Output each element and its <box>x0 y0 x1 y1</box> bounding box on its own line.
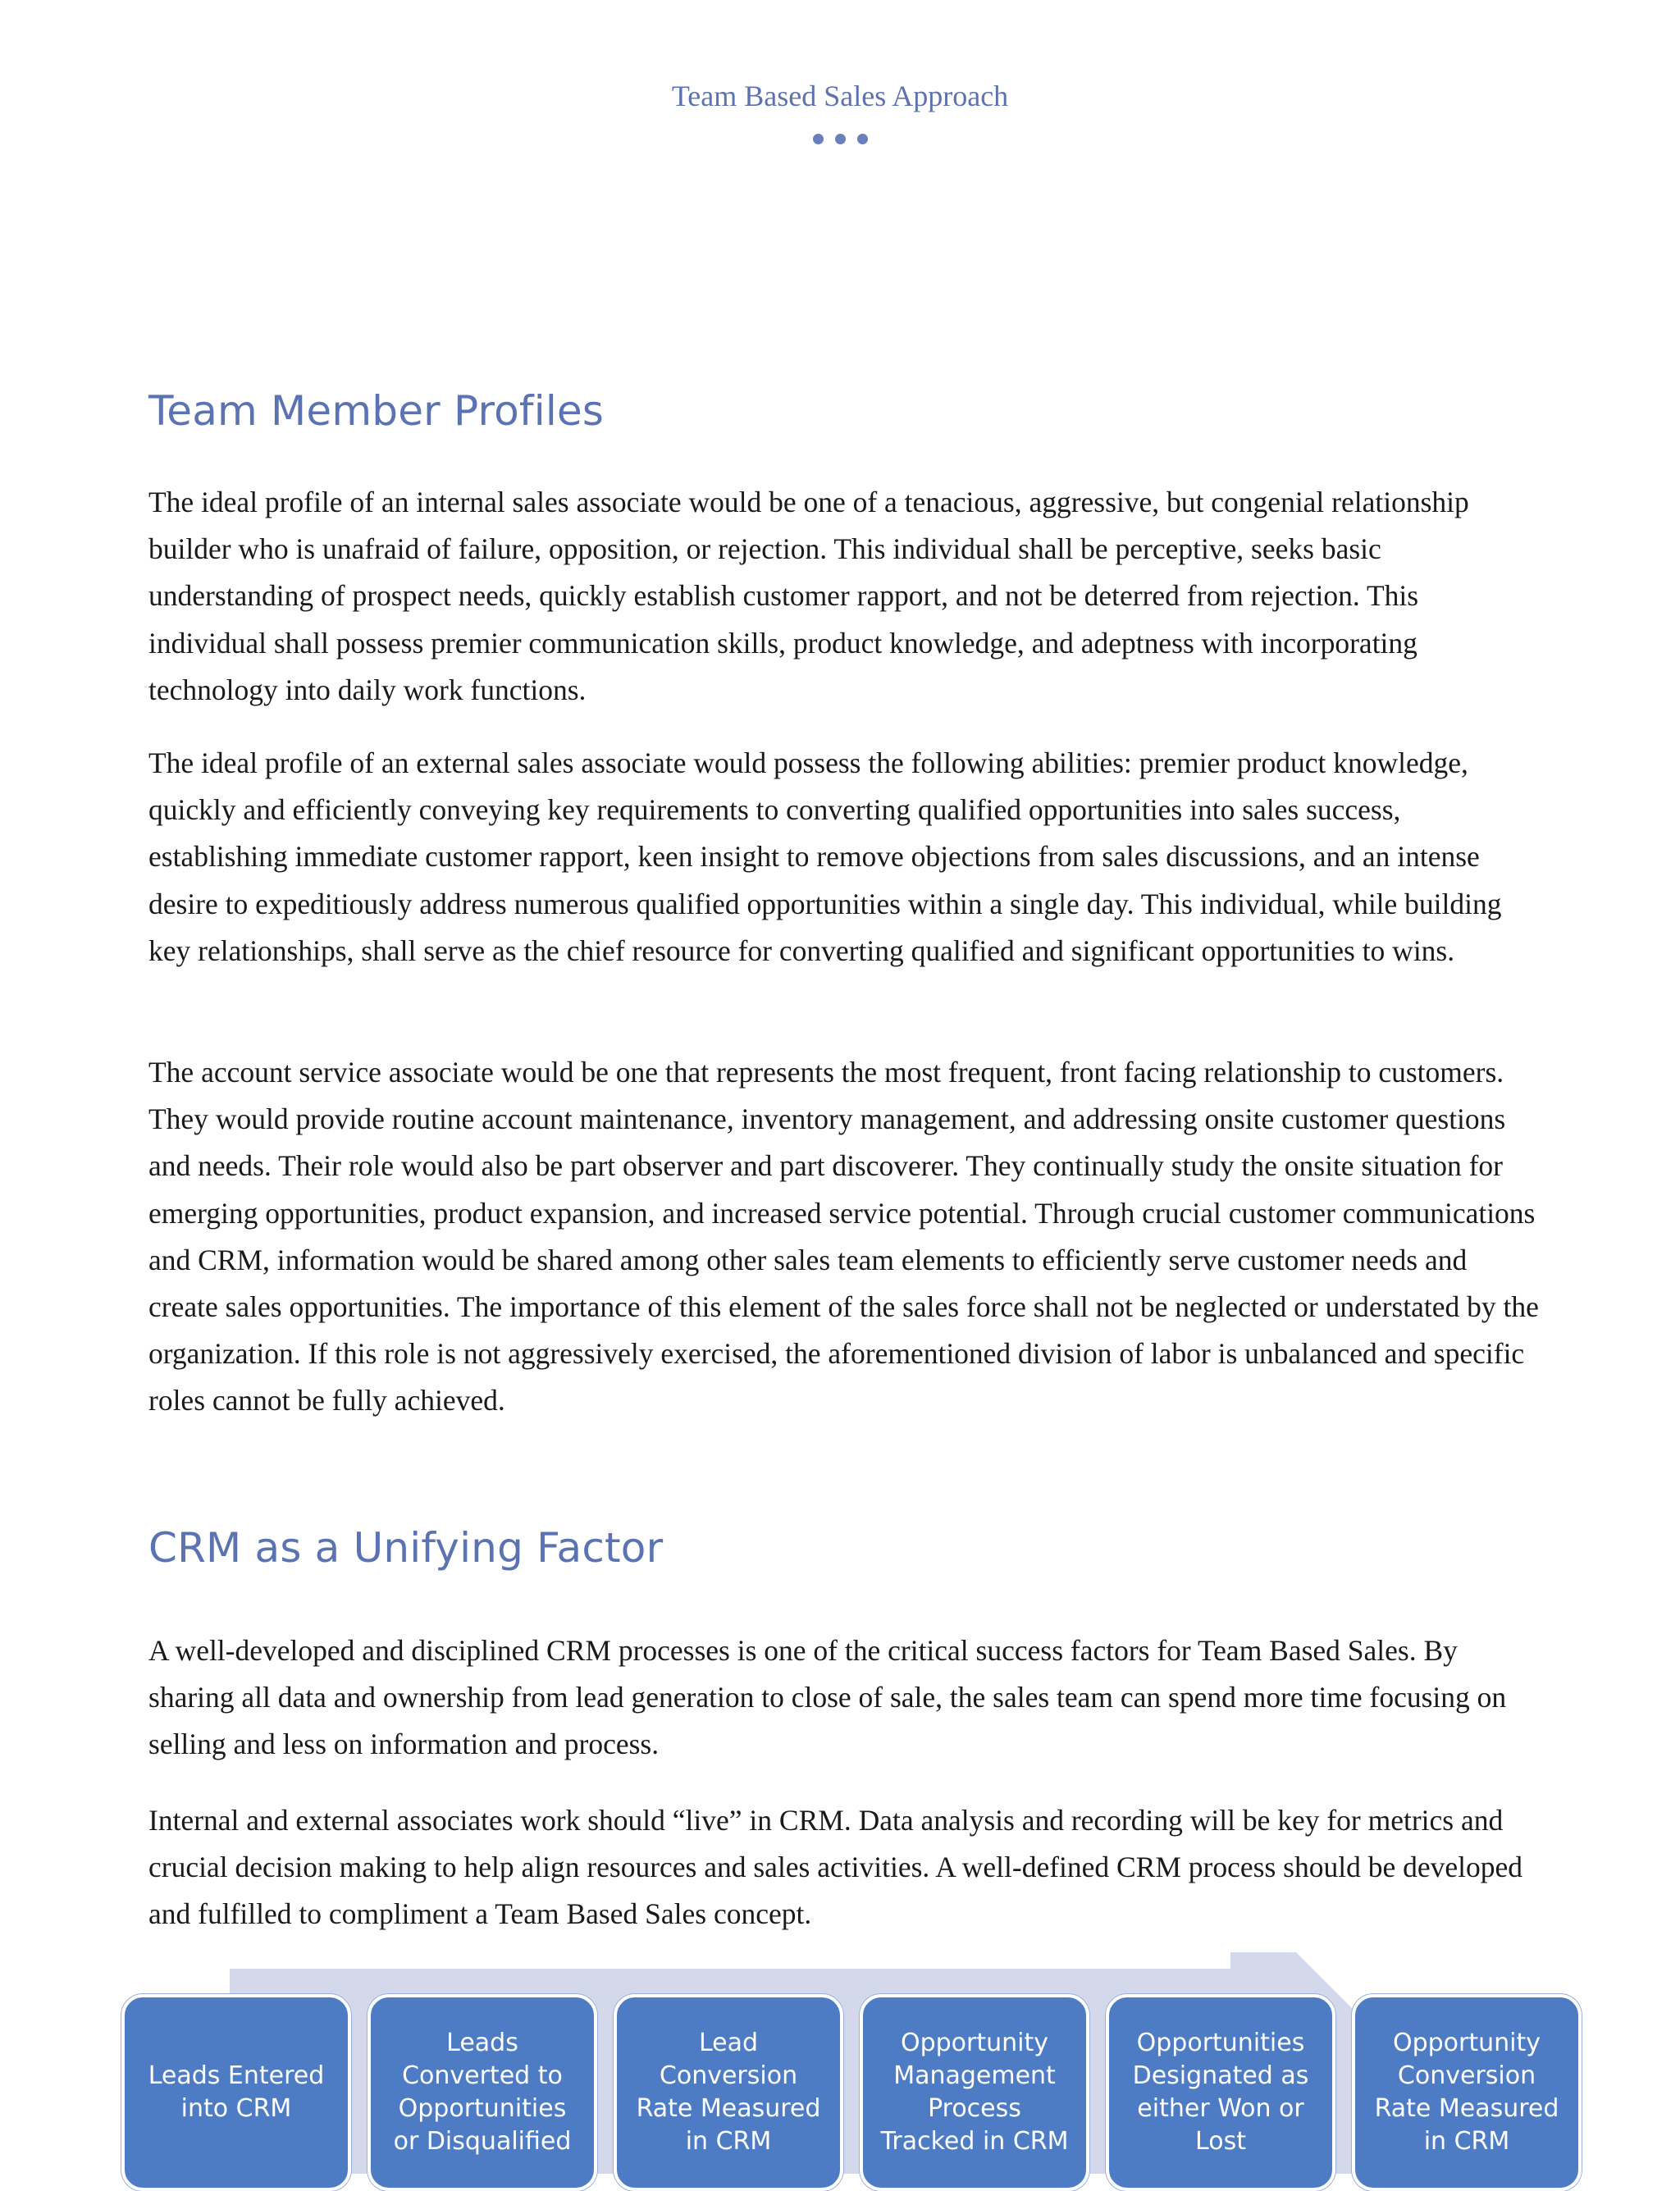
process-step-lead-conversion-rate: Lead Conversion Rate Measured in CRM <box>614 1994 843 2191</box>
dot-icon <box>813 134 824 144</box>
paragraph-external-associate: The ideal profile of an external sales associate would possess the following abilities: premier product knowledge, quickly and efficiently conveying key requirements to converting qualified opportunities into sales success, establishing immediate customer rapport, keen insight to remove objections from sales discussions, and an intense desire to expeditiously address numerous qualified opportunities within a single day. This individual, while building key relationships, shall serve as the chief resource for converting qualified and significant opportunities to wins. <box>148 746 1502 967</box>
section-heading-crm-unifying-factor: CRM as a Unifying Factor <box>148 1524 664 1572</box>
process-step-won-or-lost: Opportunities Designated as either Won or Lost <box>1106 1994 1335 2191</box>
paragraph-internal-associate: The ideal profile of an internal sales associate would be one of a tenacious, aggressive, but congenial relationship builder who is unafraid of failure, opposition, or rejection. This individual shall be perceptive, seeks basic understanding of prospect needs, quickly establish customer rapport, and not be deterred from rejection. This individual shall possess premier communication skills, product knowledge, and adeptness with incorporating technology into daily work functions. <box>148 486 1469 706</box>
process-step-opportunity-conversion-rate: Opportunity Conversion Rate Measured in CRM <box>1352 1994 1582 2191</box>
section-heading-team-member-profiles: Team Member Profiles <box>148 387 605 435</box>
dot-icon <box>835 134 846 144</box>
dot-icon <box>857 134 868 144</box>
process-step-leads-entered: Leads Entered into CRM <box>121 1994 351 2191</box>
header-ellipsis-icon <box>0 134 1680 144</box>
crm-process-flow-diagram <box>0 1952 1680 2174</box>
paragraph-account-service-associate: The account service associate would be one that represents the most frequent, front facing relationship to customers. They would provide routine account maintenance, inventory management, and addressing onsite customer questions and needs. Their role would also be part observer and part discoverer. They continually study the onsite situation for emerging opportunities, product expansion, and increased service potential. Through crucial customer communications and CRM, information would be shared among other sales team elements to efficiently serve customer needs and create sales opportunities. The importance of this element of the sales force shall not be neglected or understated by the organization. If this role is not aggressively exercised, the aforementioned division of labor is unbalanced and specific roles cannot be fully achieved. <box>148 1056 1539 1417</box>
paragraph-crm-processes: A well-developed and disciplined CRM processes is one of the critical success factors for Team Based Sales. By sharing all data and ownership from lead generation to close of sale, the sales team can spend more time focusing on selling and less on information and process. <box>148 1634 1507 1761</box>
paragraph-crm-live: Internal and external associates work should “live” in CRM. Data analysis and recording will be key for metrics and crucial decision making to help align resources and sales activities. A well-defined CRM process should be developed and fulfilled to compliment a Team Based Sales concept. <box>148 1804 1522 1931</box>
process-step-opportunity-management: Opportunity Management Process Tracked in CRM <box>860 1994 1089 2191</box>
process-step-leads-converted: Leads Converted to Opportunities or Disqualified <box>368 1994 597 2191</box>
page-header-title: Team Based Sales Approach <box>671 80 1009 112</box>
